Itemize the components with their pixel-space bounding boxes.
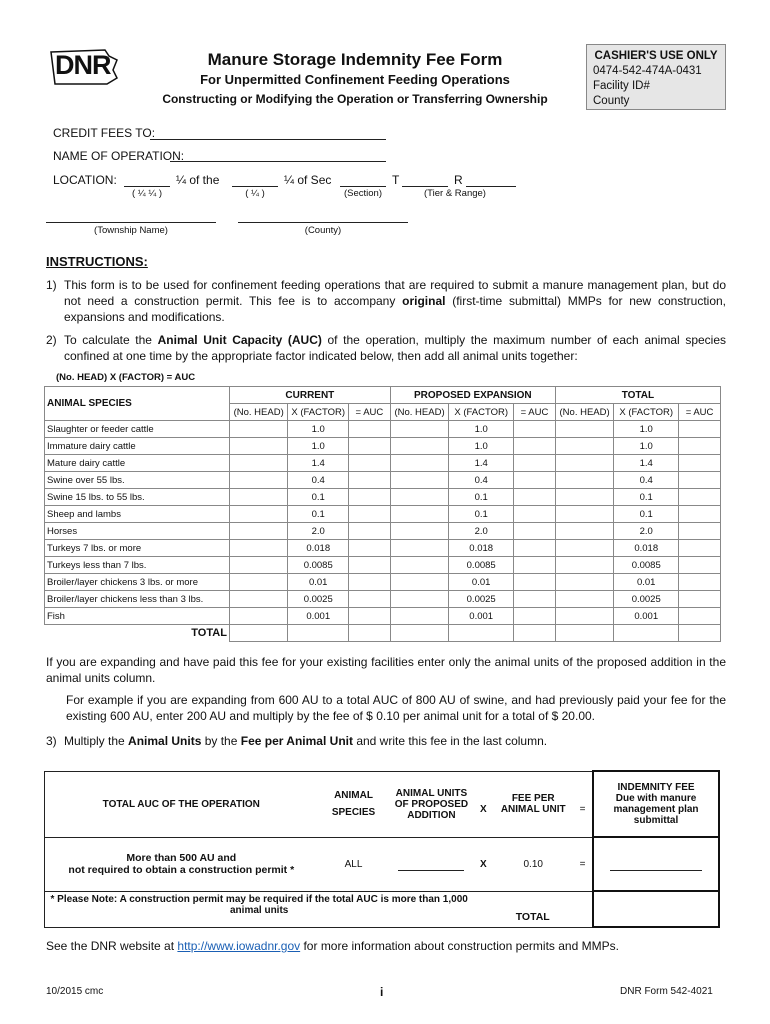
cashier-heading: CASHIER'S USE ONLY (594, 50, 718, 62)
fee-note-a: * Please Note: A construction permit may be required if the total AUC is more than 1,000 (50, 893, 468, 905)
factor-value: 1.0 (614, 438, 679, 455)
species-row (45, 455, 721, 472)
factor-value: 0.001 (614, 608, 679, 625)
fee-col-fee-b: ANIMAL UNIT (500, 804, 566, 815)
auc-input[interactable] (349, 557, 391, 574)
instruction-2-bold: Animal Unit Capacity (AUC) (157, 333, 322, 347)
factor-value: 0.1 (288, 489, 349, 506)
auc-input[interactable] (679, 523, 721, 540)
cashier-facility: Facility ID# (593, 80, 650, 92)
auc-input[interactable] (679, 455, 721, 472)
credit-fees-input[interactable] (150, 139, 386, 140)
fee-col-units-a: ANIMAL UNITS (395, 787, 468, 799)
species-name: Horses (45, 523, 230, 540)
factor-value: 1.4 (288, 455, 349, 472)
instruction-1-text-b: (first-time submittal) MMPs for new construction, expansions and modifications. (64, 294, 727, 324)
factor-value: 0.018 (614, 540, 679, 557)
auc-input[interactable] (349, 489, 391, 506)
factor-value: 0.0085 (449, 557, 514, 574)
current-factor-header: X (FACTOR) (288, 404, 349, 421)
total-cell (614, 625, 679, 642)
item2-number: 2) (46, 333, 57, 347)
factor-value: 1.4 (614, 455, 679, 472)
total-auc-header: = AUC (679, 404, 721, 421)
head-count-input[interactable] (555, 421, 614, 438)
species-row (45, 591, 721, 608)
group-current: CURRENT (229, 387, 390, 404)
auc-input[interactable] (349, 523, 391, 540)
species-name: Immature dairy cattle (45, 438, 230, 455)
species-row (45, 489, 721, 506)
fee-col-indemnity (593, 771, 719, 837)
species-row (45, 574, 721, 591)
animal-units-input[interactable] (398, 870, 464, 871)
factor-value: 1.0 (614, 421, 679, 438)
fee-col-units-c: ADDITION (407, 809, 456, 821)
fee-col-species-b: SPECIES (331, 807, 376, 818)
factor-value: 0.018 (288, 540, 349, 557)
auc-input[interactable] (349, 608, 391, 625)
step3-bold2: Fee per Animal Unit (240, 734, 353, 748)
total-cell[interactable] (679, 625, 721, 642)
township-name-label: (Township Name) (94, 225, 168, 236)
total-cell[interactable] (514, 625, 556, 642)
species-row (45, 523, 721, 540)
fee-note-b: animal units (230, 904, 289, 916)
species-name: Broiler/layer chickens 3 lbs. or more (45, 574, 230, 591)
factor-value: 0.001 (288, 608, 349, 625)
species-row (45, 608, 721, 625)
species-row (45, 472, 721, 489)
auc-input[interactable] (514, 540, 556, 557)
head-count-input[interactable] (229, 540, 288, 557)
auc-input[interactable] (679, 506, 721, 523)
indemnity-fee-input[interactable] (610, 870, 702, 871)
auc-input[interactable] (514, 421, 556, 438)
range-number-input[interactable] (466, 186, 516, 187)
total-cell[interactable] (349, 625, 391, 642)
fee-row-label (45, 837, 318, 891)
auc-input[interactable] (679, 489, 721, 506)
head-count-input[interactable] (390, 455, 449, 472)
step3-b: by the (201, 734, 241, 748)
factor-value: 1.0 (288, 438, 349, 455)
step3-number: 3) (46, 734, 57, 748)
website-a: See the DNR website at (46, 939, 178, 953)
fee-col-units-b: OF PROPOSED (394, 798, 469, 810)
head-count-input[interactable] (390, 574, 449, 591)
fee-col-indemnity-c: management plan (613, 804, 699, 815)
auc-input[interactable] (679, 574, 721, 591)
auc-input[interactable] (349, 472, 391, 489)
head-count-input[interactable] (555, 455, 614, 472)
auc-input[interactable] (349, 574, 391, 591)
factor-value: 0.1 (614, 506, 679, 523)
sub-tier-range: (Tier & Range) (424, 188, 486, 199)
head-count-input[interactable] (390, 506, 449, 523)
county-label: (County) (304, 225, 342, 236)
total-cell (449, 625, 514, 642)
quarter-of-the-label: ¼ of the (176, 173, 220, 187)
factor-value: 0.0025 (288, 591, 349, 608)
factor-value: 2.0 (614, 523, 679, 540)
fee-col-eq: = (573, 771, 593, 837)
footer-right: DNR Form 542-4021 (620, 986, 713, 997)
step3-bold1: Animal Units (128, 734, 202, 748)
species-name: Turkeys 7 lbs. or more (45, 540, 230, 557)
example-note: For example if you are expanding from 600 AU to a total AUC of 800 AU of swine, and had previously paid your fee for the existing 600 AU, enter 200 AU and multiply by the fee of $ 0.10 per animal unit for a total of $ 20.00. (66, 693, 726, 723)
head-count-input[interactable] (229, 506, 288, 523)
fee-col-indemnity-b: Due with manure (615, 793, 697, 804)
head-count-input[interactable] (390, 540, 449, 557)
auc-input[interactable] (349, 540, 391, 557)
instruction-2-text-b: of the operation, multiply the maximum number of each animal species confined at one time by the appropriate factor indicated below, then add all animal units together: (64, 333, 727, 363)
head-count-input[interactable] (229, 455, 288, 472)
factor-value: 2.0 (288, 523, 349, 540)
auc-input[interactable] (679, 421, 721, 438)
factor-value: 0.4 (449, 472, 514, 489)
instruction-1 (64, 277, 726, 325)
range-r-label: R (454, 173, 463, 187)
total-cell[interactable] (390, 625, 449, 642)
head-count-input[interactable] (555, 472, 614, 489)
fee-total-label: TOTAL (473, 891, 593, 927)
fee-col-indemnity-d: submittal (633, 815, 679, 826)
head-count-input[interactable] (229, 574, 288, 591)
footer-left: 10/2015 cmc (46, 986, 104, 997)
cashier-code: 0474-542-474A-0431 (593, 65, 702, 77)
head-count-input[interactable] (555, 523, 614, 540)
fee-row-fee: 0.10 (493, 837, 573, 891)
head-count-input[interactable] (229, 523, 288, 540)
auc-input[interactable] (679, 438, 721, 455)
auc-input[interactable] (679, 540, 721, 557)
head-count-input[interactable] (229, 489, 288, 506)
instruction-1-text-a: This form is to be used for confinement feeding operations that are required to submit a manure management plan, but do not need a construction permit. This fee is to accompany (64, 278, 726, 308)
quarter-input[interactable] (232, 186, 278, 187)
sub-qq: ( ¼ ¼ ) (131, 188, 163, 199)
website-note (46, 939, 619, 953)
group-total: TOTAL (555, 387, 720, 404)
species-name: Mature dairy cattle (45, 455, 230, 472)
total-head-header: (No. HEAD) (555, 404, 614, 421)
instruction-1-bold: original (402, 294, 446, 308)
fee-total-cell[interactable] (593, 891, 719, 927)
factor-value: 0.1 (614, 489, 679, 506)
instruction-2 (64, 332, 726, 364)
auc-input[interactable] (349, 421, 391, 438)
auc-input[interactable] (349, 455, 391, 472)
auc-input[interactable] (514, 455, 556, 472)
group-proposed: PROPOSED EXPANSION (390, 387, 555, 404)
head-count-input[interactable] (555, 438, 614, 455)
auc-input[interactable] (514, 557, 556, 574)
fee-table (44, 770, 720, 928)
total-cell (288, 625, 349, 642)
township-t-label: T (392, 173, 400, 187)
fee-row-eq: = (573, 837, 593, 891)
auc-input[interactable] (514, 608, 556, 625)
name-of-operation-label: NAME OF OPERATION: (53, 149, 185, 163)
step3-c: and write this fee in the last column. (352, 734, 548, 748)
fee-row-x: X (473, 837, 493, 891)
factor-value: 0.0025 (614, 591, 679, 608)
species-row (45, 506, 721, 523)
auc-input[interactable] (514, 523, 556, 540)
factor-value: 0.01 (614, 574, 679, 591)
head-count-input[interactable] (390, 557, 449, 574)
head-count-input[interactable] (229, 557, 288, 574)
factor-value: 0.0025 (449, 591, 514, 608)
head-count-input[interactable] (390, 591, 449, 608)
head-count-input[interactable] (390, 438, 449, 455)
head-count-input[interactable] (229, 472, 288, 489)
proposed-factor-header: X (FACTOR) (449, 404, 514, 421)
auc-input[interactable] (679, 472, 721, 489)
fee-row-units-cell (389, 837, 473, 891)
step3-text (64, 733, 724, 749)
sub-section: (Section) (343, 188, 382, 199)
species-row (45, 557, 721, 574)
instructions-heading: INSTRUCTIONS: (46, 254, 148, 269)
factor-value: 0.1 (288, 506, 349, 523)
head-count-input[interactable] (229, 608, 288, 625)
species-header: ANIMAL SPECIES (45, 387, 230, 421)
factor-value: 1.0 (449, 438, 514, 455)
head-count-input[interactable] (390, 523, 449, 540)
fee-col-indemnity-a: INDEMNITY FEE (617, 782, 695, 793)
auc-input[interactable] (679, 557, 721, 574)
factor-value: 0.01 (288, 574, 349, 591)
head-count-input[interactable] (390, 421, 449, 438)
head-count-input[interactable] (555, 506, 614, 523)
proposed-head-header: (No. HEAD) (390, 404, 449, 421)
township-number-input[interactable] (402, 186, 448, 187)
head-count-input[interactable] (555, 608, 614, 625)
fee-row-label-a: More than 500 AU and (126, 852, 237, 864)
fee-col-fee-per (493, 771, 573, 837)
head-count-input[interactable] (555, 557, 614, 574)
credit-fees-label: CREDIT FEES TO: (53, 126, 156, 140)
location-label: LOCATION: (53, 173, 117, 187)
species-name: Slaughter or feeder cattle (45, 421, 230, 438)
species-table (44, 386, 721, 642)
species-name: Sheep and lambs (45, 506, 230, 523)
factor-value: 0.1 (449, 489, 514, 506)
name-of-operation-input[interactable] (170, 161, 386, 162)
fee-col-species (318, 771, 390, 837)
total-factor-header: X (FACTOR) (614, 404, 679, 421)
auc-input[interactable] (514, 591, 556, 608)
quarter-quarter-input[interactable] (124, 186, 170, 187)
head-count-input[interactable] (229, 591, 288, 608)
head-count-input[interactable] (390, 489, 449, 506)
factor-value: 1.4 (449, 455, 514, 472)
species-row (45, 421, 721, 438)
factor-value: 0.1 (449, 506, 514, 523)
fee-row-species: ALL (318, 837, 390, 891)
logo-text: DNR (55, 50, 111, 80)
head-count-input[interactable] (229, 421, 288, 438)
species-name: Turkeys less than 7 lbs. (45, 557, 230, 574)
total-cell[interactable] (555, 625, 614, 642)
fee-col-total-auc: TOTAL AUC OF THE OPERATION (45, 771, 318, 837)
item1-number: 1) (46, 278, 57, 292)
fee-note (45, 891, 474, 927)
fee-col-fee-a: FEE PER (511, 793, 555, 804)
dnr-logo (47, 44, 121, 88)
fee-row-label-b: not required to obtain a construction permit * (68, 864, 295, 876)
cashier-box (586, 44, 726, 110)
factor-value: 0.001 (449, 608, 514, 625)
current-auc-header: = AUC (349, 404, 391, 421)
current-head-header: (No. HEAD) (229, 404, 288, 421)
head-count-input[interactable] (555, 591, 614, 608)
factor-value: 0.4 (288, 472, 349, 489)
quarter-of-sec-label: ¼ of Sec (284, 173, 332, 187)
head-count-input[interactable] (555, 574, 614, 591)
fee-col-species-a: ANIMAL (334, 790, 373, 801)
fee-col-animal-units (389, 771, 473, 837)
expanding-note: If you are expanding and have paid this fee for your existing facilities enter only the animal units of the proposed addition in the animal units column. (46, 655, 726, 685)
dnr-website-link[interactable]: http://www.iowadnr.gov (177, 939, 301, 953)
cashier-county: County (593, 95, 630, 107)
website-b: for more information about construction permits and MMPs. (300, 939, 619, 953)
head-count-input[interactable] (390, 472, 449, 489)
section-input[interactable] (340, 186, 386, 187)
head-count-input[interactable] (555, 540, 614, 557)
form-subtitle: For Unpermitted Confinement Feeding Operations (200, 72, 510, 87)
form-subtitle-2: Constructing or Modifying the Operation or Transferring Ownership (162, 92, 548, 106)
factor-value: 2.0 (449, 523, 514, 540)
factor-value: 0.0085 (288, 557, 349, 574)
fee-col-x: X (473, 771, 493, 837)
species-name: Swine 15 lbs. to 55 lbs. (45, 489, 230, 506)
auc-input[interactable] (349, 438, 391, 455)
factor-value: 0.0085 (614, 557, 679, 574)
factor-value: 0.4 (614, 472, 679, 489)
instruction-2-text-a: To calculate the (64, 333, 158, 347)
fee-row-indemnity-cell (593, 837, 719, 891)
head-count-input[interactable] (555, 489, 614, 506)
auc-input[interactable] (514, 506, 556, 523)
factor-value: 1.0 (288, 421, 349, 438)
auc-input[interactable] (514, 574, 556, 591)
auc-input[interactable] (514, 472, 556, 489)
factor-value: 0.01 (449, 574, 514, 591)
species-total-label: TOTAL (45, 625, 230, 642)
total-cell[interactable] (229, 625, 288, 642)
species-row (45, 540, 721, 557)
species-name: Swine over 55 lbs. (45, 472, 230, 489)
factor-value: 1.0 (449, 421, 514, 438)
species-name: Fish (45, 608, 230, 625)
head-count-input[interactable] (390, 608, 449, 625)
county-input[interactable] (238, 222, 408, 223)
township-name-input[interactable] (46, 222, 216, 223)
auc-input[interactable] (349, 506, 391, 523)
step3-a: Multiply the (64, 734, 129, 748)
auc-input[interactable] (679, 591, 721, 608)
species-name: Broiler/layer chickens less than 3 lbs. (45, 591, 230, 608)
factor-value: 0.018 (449, 540, 514, 557)
formula-label: (No. HEAD) X (FACTOR) = AUC (56, 372, 196, 383)
species-row (45, 438, 721, 455)
form-title: Manure Storage Indemnity Fee Form (207, 50, 503, 69)
head-count-input[interactable] (229, 438, 288, 455)
proposed-auc-header: = AUC (514, 404, 556, 421)
auc-input[interactable] (349, 591, 391, 608)
auc-input[interactable] (679, 608, 721, 625)
footer-page: i (380, 985, 384, 999)
auc-input[interactable] (514, 438, 556, 455)
sub-q: ( ¼ ) (245, 188, 265, 199)
auc-input[interactable] (514, 489, 556, 506)
